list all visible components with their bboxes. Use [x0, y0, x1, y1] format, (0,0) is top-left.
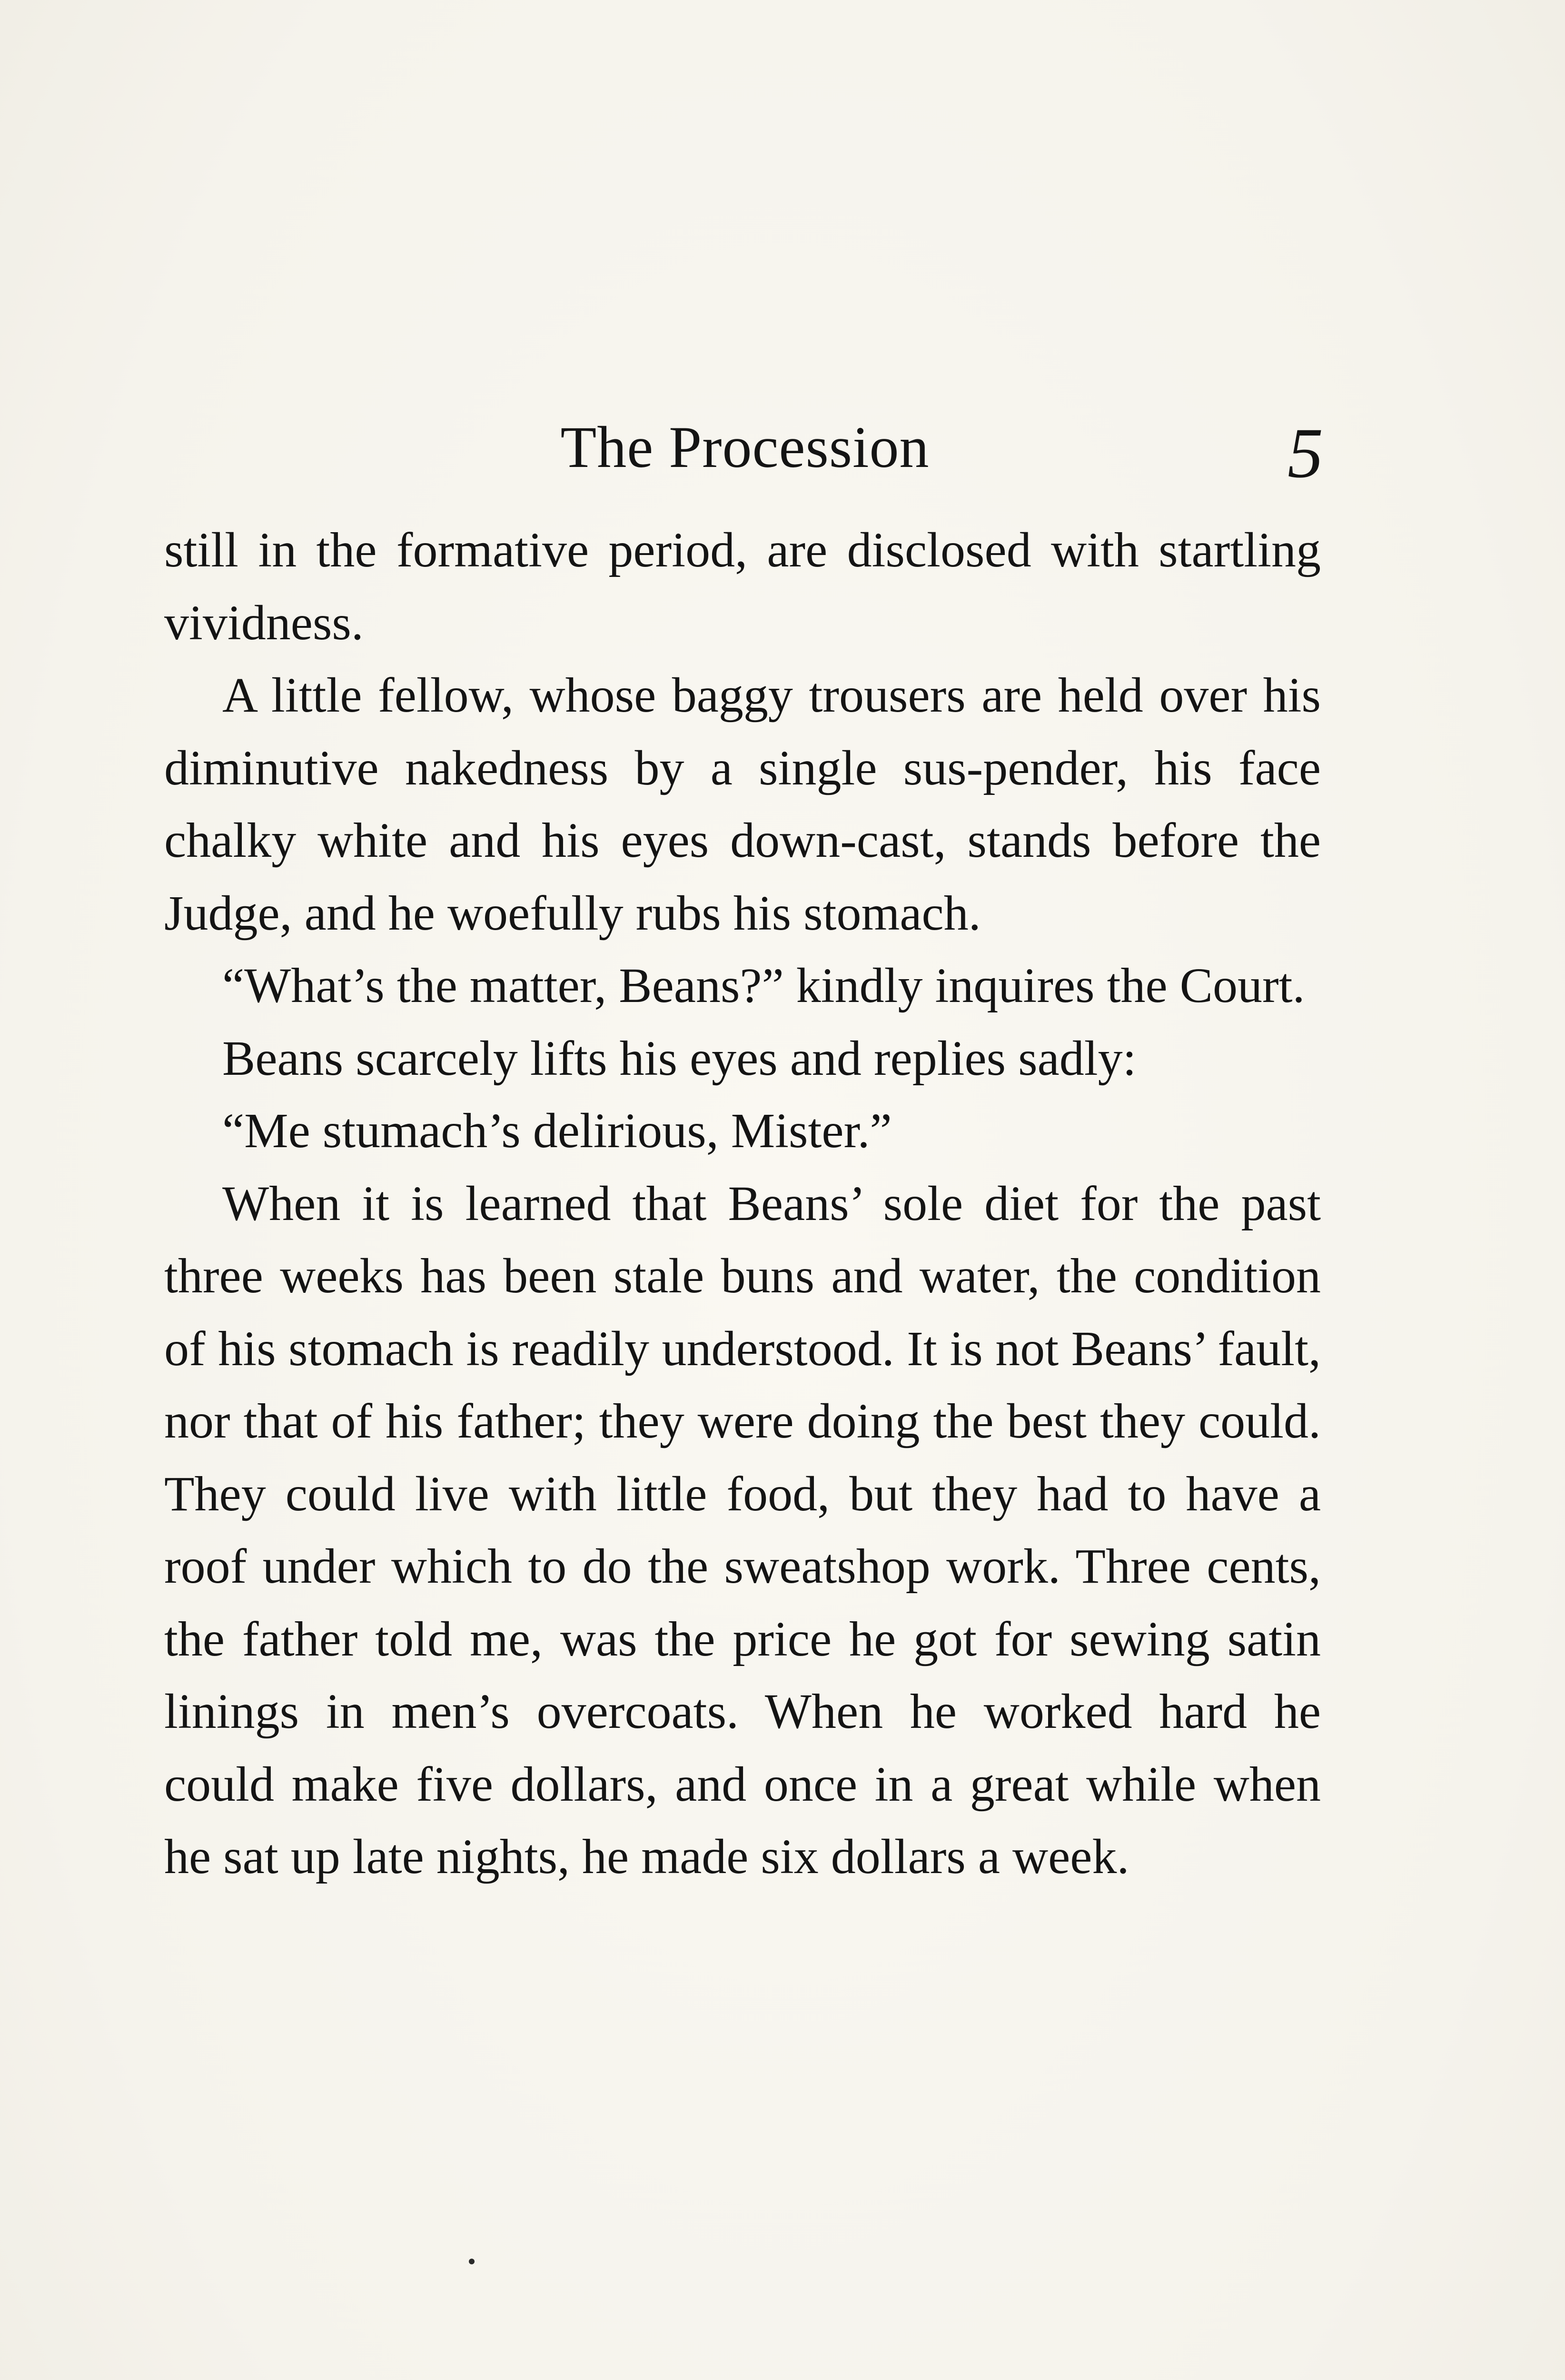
paragraph-beans-quote: “Me stumach’s delirious, Mister.”	[222, 1103, 892, 1158]
running-head	[167, 409, 1323, 493]
paragraph-sole-diet: When it is learned that Beans’ sole diet for the past three weeks has been stale buns and water, the condition of his stomach is readily understood. It is not Beans’ fault, nor that of his father; they were doing the best they could. They could live with little food, but they had to have a roof under which to do the sweatshop work. Three cents, the father told me, was the price he got for sewing satin linings in men’s overcoats. When he worked hard he could make five dollars, and once in a great while when he sat up late nights, he made six dollars a week.	[164, 1176, 1321, 1884]
paragraph-beans-reply: Beans scarcely lifts his eyes and replies sadly:	[222, 1031, 1137, 1086]
ink-speck	[469, 2259, 475, 2264]
body-text	[164, 514, 1321, 1894]
paragraph-continuation: still in the formative period, are disclosed with startling vividness.	[164, 523, 1321, 650]
paragraph-little-fellow: A little fellow, whose baggy trousers are held over his diminutive nakedness by a single sus-pender, his face chalky white and his eyes down-cast, stands before the Judge, and he woefully rubs his stomach.	[164, 668, 1321, 941]
page-number: 5	[1288, 414, 1323, 493]
paragraph-court-question: “What’s the matter, Beans?” kindly inquires the Court.	[222, 958, 1305, 1013]
running-title: The Procession	[560, 415, 930, 480]
